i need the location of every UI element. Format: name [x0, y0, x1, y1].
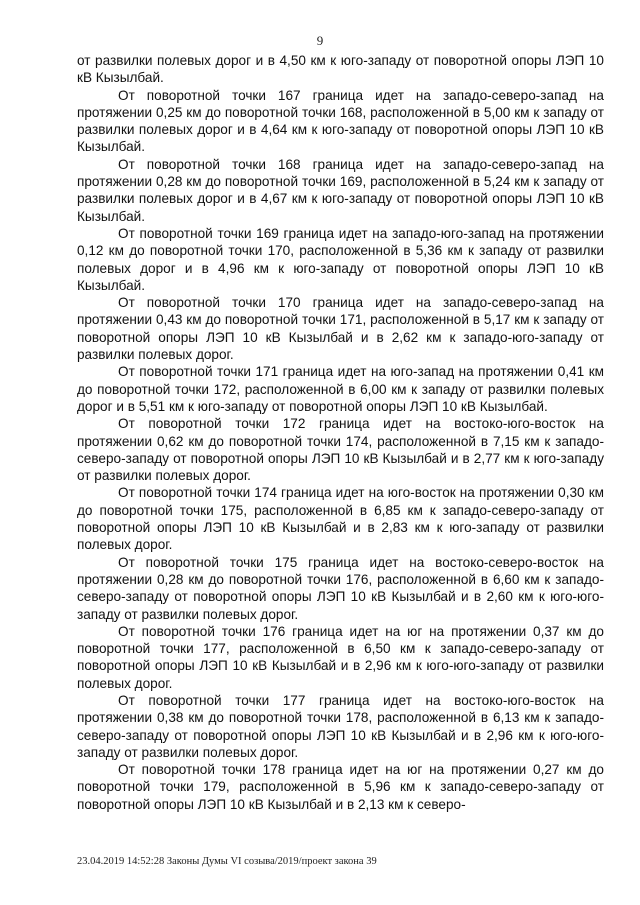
paragraph-point-167: От поворотной точки 167 граница идет на западо-северо-запад на протяжении 0,25 км до поворотной точки 168, расположенной в 5,00 км к западу от развилки полевых дорог и в 4,64 км к юго-западу от поворотной опоры ЛЭП 10 кВ Кызылбай.	[77, 87, 604, 155]
paragraph-point-177: От поворотной точки 177 граница идет на востоко-юго-восток на протяжении 0,38 км до поворотной точки 178, расположенной в 6,13 км к западо-северо-западу от поворотной опоры ЛЭП 10 кВ Кызылбай и в 2,96 км к юго-юго-западу от развилки полевых дорог.	[77, 692, 604, 760]
paragraph-point-172: От поворотной точки 172 граница идет на востоко-юго-восток на протяжении 0,62 км до поворотной точки 174, расположенной в 7,15 км к западо-северо-западу от поворотной опоры ЛЭП 10 кВ Кызылбай и в 2,77 км к юго-западу от развилки полевых дорог.	[77, 416, 604, 484]
paragraph-continuation: от развилки полевых дорог и в 4,50 км к юго-западу от поворотной опоры ЛЭП 10 кВ Кызылбай.	[77, 53, 604, 86]
paragraph-point-170: От поворотной точки 170 граница идет на западо-северо-запад на протяжении 0,43 км до поворотной точки 171, расположенной в 5,17 км к западу от поворотной опоры ЛЭП 10 кВ Кызылбай и в 2,62 км к западо-юго-западу от развилки полевых дорог.	[77, 295, 604, 363]
document-footer: 23.04.2019 14:52:28 Законы Думы VI созыва/2019/проект закона 39	[77, 856, 377, 867]
paragraph-point-171: От поворотной точки 171 граница идет на юго-запад на протяжении 0,41 км до поворотной точки 172, расположенной в 6,00 км к западу от развилки полевых дорог и в 5,51 км к юго-западу от поворотной опоры ЛЭП 10 кВ Кызылбай.	[77, 364, 604, 414]
page-number: 9	[316, 33, 324, 48]
paragraph-point-174: От поворотной точки 174 граница идет на юго-восток на протяжении 0,30 км до поворотной точки 175, расположенной в 6,85 км к западо-северо-западу от поворотной опоры ЛЭП 10 кВ Кызылбай и в 2,83 км к юго-западу от развилки полевых дорог.	[77, 485, 604, 553]
paragraph-point-176: От поворотной точки 176 граница идет на юг на протяжении 0,37 км до поворотной точки 177, расположенной в 6,50 км к западо-северо-западу от поворотной опоры ЛЭП 10 кВ Кызылбай и в 2,96 км к юго-юго-западу от развилки полевых дорог.	[77, 623, 604, 691]
paragraph-point-178: От поворотной точки 178 граница идет на юг на протяжении 0,27 км до поворотной точки 179, расположенной в 5,96 км к западо-северо-западу от поворотной опоры ЛЭП 10 кВ Кызылбай и в 2,13 км к северо-	[77, 762, 604, 812]
paragraph-point-168: От поворотной точки 168 граница идет на западо-северо-запад на протяжении 0,28 км до поворотной точки 169, расположенной в 5,24 км к западу от развилки полевых дорог и в 4,67 км к юго-западу от поворотной опоры ЛЭП 10 кВ Кызылбай.	[77, 156, 604, 224]
document-body	[77, 52, 604, 813]
paragraph-point-175: От поворотной точки 175 граница идет на востоко-северо-восток на протяжении 0,28 км до поворотной точки 176, расположенной в 6,60 км к западо-северо-западу от поворотной опоры ЛЭП 10 кВ Кызылбай и в 2,60 км к юго-юго-западу от развилки полевых дорог.	[77, 554, 604, 622]
paragraph-point-169: От поворотной точки 169 граница идет на западо-юго-запад на протяжении 0,12 км до поворотной точки 170, расположенной в 5,36 км к западу от развилки полевых дорог и в 4,96 км к юго-западу от поворотной опоры ЛЭП 10 кВ Кызылбай.	[77, 225, 604, 293]
